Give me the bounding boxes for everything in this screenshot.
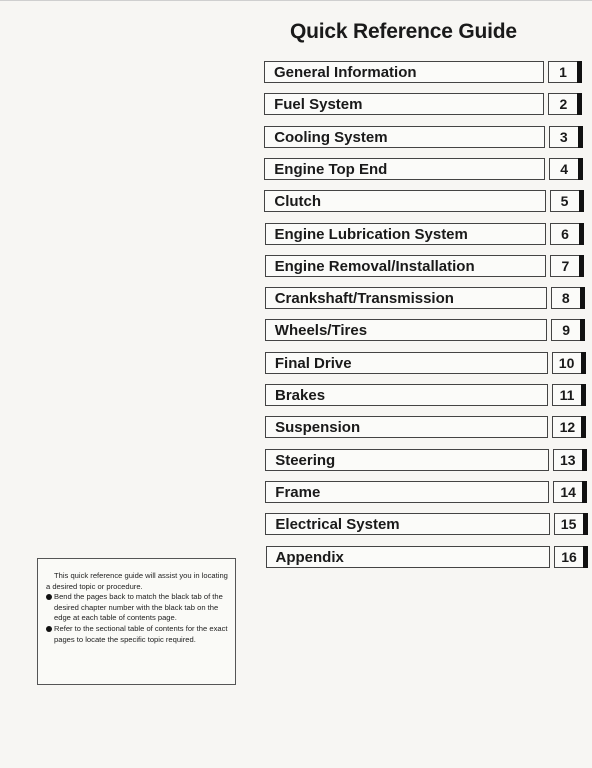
toc-row-suspension[interactable] [265, 416, 585, 440]
toc-label: Wheels/Tires [274, 322, 368, 340]
toc-label-box [265, 352, 548, 374]
toc-label: General Information [274, 64, 417, 81]
toc-label-box [264, 93, 544, 115]
toc-label: Steering [275, 451, 336, 469]
chapter-number-box: 9 [551, 319, 581, 341]
toc-label-box [265, 319, 547, 341]
toc-row-clutch[interactable] [264, 190, 584, 214]
toc-row-cooling-system[interactable] [264, 126, 584, 150]
toc-row-engine-lubrication-system[interactable] [265, 223, 585, 247]
toc-row-frame[interactable] [265, 481, 585, 505]
toc-label-box [265, 416, 548, 438]
chapter-number-box: 16 [554, 546, 584, 568]
toc-label: Appendix [275, 548, 344, 566]
chapter-number-box: 14 [553, 481, 583, 503]
toc-label: Engine Removal/Installation [274, 257, 475, 275]
black-tab [580, 319, 585, 341]
toc-row-engine-top-end[interactable] [264, 158, 584, 182]
toc-row-brakes[interactable] [265, 384, 585, 408]
toc-label-box [265, 255, 547, 277]
usage-note-bullet-text: Refer to the sectional table of contents for the exact pages to locate the specific topic required. [54, 623, 228, 644]
toc-label-box [264, 190, 545, 212]
usage-note-intro: This quick reference guide will assist you in locating a desired topic or procedure. [46, 571, 228, 591]
toc-row-final-drive[interactable] [265, 352, 585, 376]
chapter-number-box: 12 [552, 416, 582, 438]
black-tab [583, 513, 588, 535]
toc-label: Suspension [275, 419, 361, 437]
toc-label: Crankshaft/Transmission [274, 290, 454, 308]
chapter-number-box: 13 [553, 449, 583, 471]
black-tab [579, 255, 584, 277]
black-tab [581, 384, 586, 406]
black-tab [581, 352, 586, 374]
toc-label: Engine Lubrication System [274, 225, 468, 243]
black-tab [580, 287, 585, 309]
usage-note-box [37, 558, 236, 685]
toc-row-crankshaft-transmission[interactable] [265, 287, 585, 311]
black-tab [577, 61, 582, 83]
bullet-icon [46, 594, 52, 600]
chapter-number-box: 11 [552, 384, 582, 406]
black-tab [579, 223, 584, 245]
page-edge [0, 0, 592, 1]
toc-label: Cooling System [274, 128, 388, 146]
toc-label: Final Drive [274, 354, 352, 372]
toc-row-wheels-tires[interactable] [265, 319, 585, 343]
toc-label: Fuel System [274, 96, 363, 114]
usage-note-bullet [46, 592, 229, 624]
black-tab [578, 158, 583, 180]
toc-label: Frame [275, 483, 321, 501]
black-tab [578, 126, 583, 148]
black-tab [577, 93, 582, 115]
toc-label-box [265, 481, 549, 503]
usage-note-bullet-text: Bend the pages back to match the black tab of the desired chapter number with the black tab on the edge at each table of contents page. [54, 592, 223, 623]
black-tab [583, 546, 588, 568]
chapter-number-box: 15 [554, 513, 584, 535]
toc-label-box [264, 61, 544, 83]
chapter-number-box: 6 [550, 223, 580, 245]
usage-note-bullet [46, 624, 229, 645]
page-title: Quick Reference Guide [290, 20, 517, 43]
toc-label-box [265, 223, 547, 245]
toc-label-box [265, 513, 549, 535]
chapter-number-box: 8 [551, 287, 581, 309]
chapter-number-box: 5 [550, 190, 580, 212]
toc-row-engine-removal-installation[interactable] [265, 255, 585, 279]
toc-row-appendix[interactable] [266, 546, 586, 570]
chapter-number-box: 7 [550, 255, 580, 277]
toc-label-box [264, 126, 545, 148]
toc-label-box [265, 449, 549, 471]
black-tab [582, 481, 587, 503]
toc-label-box [266, 546, 551, 568]
toc-label-box [264, 158, 545, 180]
chapter-number-box: 2 [548, 93, 578, 115]
toc-label-box [265, 384, 548, 406]
chapter-number-box: 3 [549, 126, 579, 148]
toc-label: Brakes [275, 387, 326, 404]
black-tab [581, 416, 586, 438]
toc-row-electrical-system[interactable] [265, 513, 585, 537]
toc-label: Clutch [274, 193, 322, 211]
toc-label: Engine Top End [274, 160, 388, 178]
toc-row-general-information[interactable] [264, 61, 584, 85]
toc-row-steering[interactable] [265, 449, 585, 473]
bullet-icon [46, 626, 52, 632]
chapter-number-box: 4 [549, 158, 579, 180]
black-tab [579, 190, 584, 212]
chapter-number-box: 1 [548, 61, 578, 83]
chapter-number-box: 10 [552, 352, 582, 374]
toc-row-fuel-system[interactable] [264, 93, 584, 117]
toc-label-box [265, 287, 547, 309]
black-tab [582, 449, 587, 471]
toc-label: Electrical System [275, 516, 400, 534]
